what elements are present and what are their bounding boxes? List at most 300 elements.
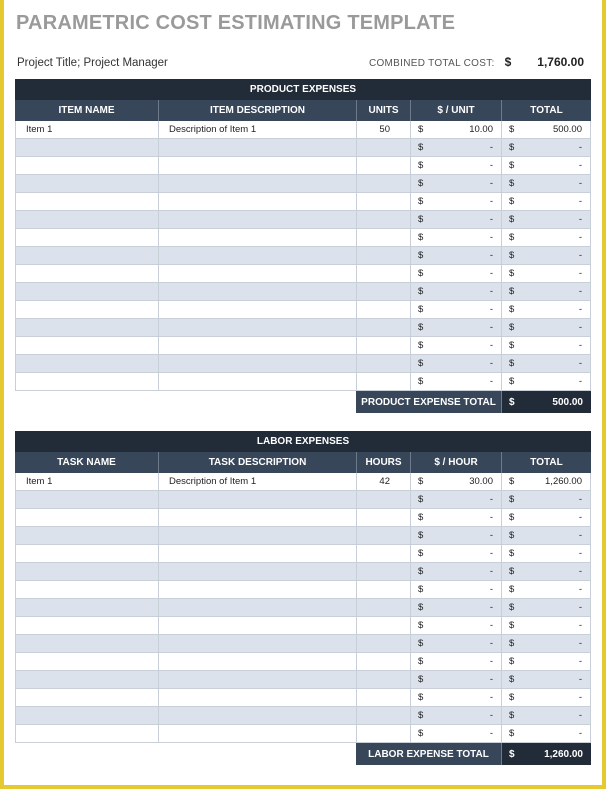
amount-value: -: [578, 566, 582, 577]
amount-value: -: [489, 728, 493, 739]
product-total-value-cell: [501, 391, 591, 413]
currency-symbol: $: [509, 250, 515, 261]
amount-value: -: [578, 620, 582, 631]
description-cell[interactable]: [158, 563, 356, 580]
currency-symbol: $: [418, 196, 424, 207]
labor-total-bar: [15, 743, 591, 765]
name-cell[interactable]: [15, 725, 158, 742]
rate-cell[interactable]: [410, 689, 501, 706]
currency-symbol: $: [418, 358, 424, 369]
currency-symbol: $: [418, 250, 424, 261]
name-cell[interactable]: [15, 563, 158, 580]
total-cell[interactable]: [501, 617, 591, 634]
table-row: [15, 671, 591, 689]
quantity-cell[interactable]: [356, 581, 410, 598]
table-row: [15, 373, 591, 391]
table-row: [15, 247, 591, 265]
amount-value: -: [489, 376, 493, 387]
total-cell[interactable]: [501, 491, 591, 508]
rate-cell[interactable]: [410, 527, 501, 544]
quantity-cell[interactable]: [356, 355, 410, 372]
quantity-cell[interactable]: [356, 175, 410, 192]
quantity-cell[interactable]: [356, 653, 410, 670]
total-cell[interactable]: [501, 157, 591, 174]
name-cell[interactable]: [15, 211, 158, 228]
rate-cell[interactable]: [410, 599, 501, 616]
rate-cell[interactable]: [410, 193, 501, 210]
description-cell[interactable]: [158, 247, 356, 264]
description-cell[interactable]: [158, 491, 356, 508]
amount-value: -: [578, 304, 582, 315]
description-cell[interactable]: [158, 265, 356, 282]
amount-value: -: [578, 376, 582, 387]
amount-value: -: [489, 710, 493, 721]
amount-value: -: [578, 160, 582, 171]
amount-value: -: [489, 638, 493, 649]
name-cell[interactable]: [15, 193, 158, 210]
currency-symbol: $: [418, 124, 424, 135]
rate-cell[interactable]: [410, 355, 501, 372]
name-cell[interactable]: Item 1: [15, 473, 158, 490]
project-title-field[interactable]: Project Title; Project Manager: [17, 57, 168, 69]
rate-cell[interactable]: [410, 707, 501, 724]
rate-cell[interactable]: [410, 545, 501, 562]
description-cell[interactable]: [158, 617, 356, 634]
currency-symbol: $: [418, 268, 424, 279]
currency-symbol: $: [509, 232, 515, 243]
total-cell[interactable]: [501, 707, 591, 724]
name-cell[interactable]: [15, 545, 158, 562]
amount-value: -: [578, 358, 582, 369]
amount-value: -: [489, 250, 493, 261]
description-cell[interactable]: [158, 635, 356, 652]
rate-cell[interactable]: [410, 211, 501, 228]
amount-value: -: [578, 530, 582, 541]
rate-cell[interactable]: [410, 301, 501, 318]
quantity-cell[interactable]: [356, 509, 410, 526]
total-cell[interactable]: [501, 229, 591, 246]
labor-total-value-cell: [501, 743, 591, 765]
combined-total-currency: $: [504, 55, 512, 69]
amount-value: 10.00: [469, 124, 493, 135]
quantity-cell[interactable]: [356, 617, 410, 634]
quantity-cell[interactable]: [356, 689, 410, 706]
currency-symbol: $: [509, 638, 515, 649]
combined-total-value: 1,760.00: [537, 55, 584, 69]
currency-symbol: $: [509, 286, 515, 297]
currency-symbol: $: [418, 656, 424, 667]
product-total-currency: $: [509, 396, 515, 408]
description-cell[interactable]: [158, 689, 356, 706]
description-cell[interactable]: [158, 527, 356, 544]
amount-value: -: [578, 692, 582, 703]
currency-symbol: $: [418, 286, 424, 297]
currency-symbol: $: [418, 566, 424, 577]
rate-cell[interactable]: [410, 617, 501, 634]
total-cell[interactable]: [501, 121, 591, 138]
currency-symbol: $: [509, 196, 515, 207]
amount-value: -: [578, 602, 582, 613]
col-header-price-per-unit: $ / UNIT: [410, 100, 501, 121]
total-cell[interactable]: [501, 671, 591, 688]
total-cell[interactable]: [501, 545, 591, 562]
total-cell[interactable]: [501, 563, 591, 580]
name-cell[interactable]: [15, 229, 158, 246]
rate-cell[interactable]: [410, 139, 501, 156]
table-row: [15, 545, 591, 563]
rate-cell[interactable]: [410, 671, 501, 688]
name-cell[interactable]: [15, 671, 158, 688]
amount-value: -: [489, 340, 493, 351]
description-cell[interactable]: [158, 211, 356, 228]
rate-cell[interactable]: [410, 319, 501, 336]
combined-total: [369, 55, 584, 69]
quantity-cell[interactable]: [356, 671, 410, 688]
amount-value: 1,260.00: [545, 476, 582, 487]
quantity-cell[interactable]: [356, 725, 410, 742]
currency-symbol: $: [509, 304, 515, 315]
name-cell[interactable]: [15, 319, 158, 336]
amount-value: -: [578, 268, 582, 279]
product-total-value: 500.00: [552, 396, 583, 408]
name-cell[interactable]: [15, 373, 158, 390]
amount-value: -: [489, 196, 493, 207]
total-cell[interactable]: [501, 337, 591, 354]
product-header-row: [15, 100, 591, 121]
amount-value: -: [489, 232, 493, 243]
description-cell[interactable]: [158, 301, 356, 318]
currency-symbol: $: [418, 692, 424, 703]
quantity-cell[interactable]: [356, 707, 410, 724]
description-cell[interactable]: [158, 545, 356, 562]
name-cell[interactable]: [15, 635, 158, 652]
description-cell[interactable]: [158, 283, 356, 300]
amount-value: 500.00: [552, 124, 582, 135]
page-title: PARAMETRIC COST ESTIMATING TEMPLATE: [16, 12, 456, 34]
currency-symbol: $: [509, 494, 515, 505]
total-cell[interactable]: [501, 355, 591, 372]
rate-cell[interactable]: [410, 265, 501, 282]
product-total-bar: [15, 391, 591, 413]
rate-cell[interactable]: [410, 509, 501, 526]
description-cell[interactable]: [158, 581, 356, 598]
name-cell[interactable]: [15, 337, 158, 354]
currency-symbol: $: [509, 160, 515, 171]
col-header-units: UNITS: [356, 100, 410, 121]
table-row: [15, 509, 591, 527]
description-cell[interactable]: [158, 373, 356, 390]
total-cell[interactable]: [501, 581, 591, 598]
description-cell[interactable]: [158, 157, 356, 174]
name-cell[interactable]: [15, 491, 158, 508]
currency-symbol: $: [509, 548, 515, 559]
amount-value: -: [578, 638, 582, 649]
table-row: [15, 175, 591, 193]
amount-value: -: [578, 178, 582, 189]
description-cell[interactable]: [158, 319, 356, 336]
name-cell[interactable]: [15, 581, 158, 598]
amount-value: -: [489, 178, 493, 189]
amount-value: -: [578, 340, 582, 351]
amount-value: -: [489, 358, 493, 369]
currency-symbol: $: [418, 142, 424, 153]
total-cell[interactable]: [501, 653, 591, 670]
amount-value: -: [489, 494, 493, 505]
total-cell[interactable]: [501, 139, 591, 156]
name-cell[interactable]: [15, 599, 158, 616]
amount-value: -: [489, 286, 493, 297]
description-cell[interactable]: [158, 509, 356, 526]
description-cell[interactable]: [158, 599, 356, 616]
rate-cell[interactable]: [410, 653, 501, 670]
total-cell[interactable]: [501, 725, 591, 742]
amount-value: -: [578, 656, 582, 667]
amount-value: -: [489, 512, 493, 523]
amount-value: -: [489, 214, 493, 225]
combined-total-label: COMBINED TOTAL COST:: [368, 58, 495, 69]
amount-value: -: [489, 674, 493, 685]
currency-symbol: $: [509, 584, 515, 595]
quantity-cell[interactable]: [356, 157, 410, 174]
total-cell[interactable]: [501, 319, 591, 336]
description-cell[interactable]: [158, 229, 356, 246]
rate-cell[interactable]: [410, 473, 501, 490]
amount-value: -: [489, 322, 493, 333]
currency-symbol: $: [418, 160, 424, 171]
currency-symbol: $: [418, 602, 424, 613]
labor-total-label: LABOR EXPENSE TOTAL: [356, 743, 501, 765]
quantity-cell[interactable]: [356, 319, 410, 336]
quantity-cell[interactable]: [356, 265, 410, 282]
amount-value: -: [489, 602, 493, 613]
quantity-cell[interactable]: [356, 599, 410, 616]
amount-value: -: [578, 232, 582, 243]
currency-symbol: $: [509, 674, 515, 685]
currency-symbol: $: [418, 178, 424, 189]
quantity-cell[interactable]: 42: [356, 473, 410, 490]
rate-cell[interactable]: [410, 283, 501, 300]
currency-symbol: $: [509, 178, 515, 189]
description-cell[interactable]: [158, 725, 356, 742]
currency-symbol: $: [418, 476, 424, 487]
description-cell[interactable]: [158, 175, 356, 192]
col-header-total: TOTAL: [501, 452, 591, 473]
total-cell[interactable]: [501, 689, 591, 706]
currency-symbol: $: [509, 530, 515, 541]
col-header-total: TOTAL: [501, 100, 591, 121]
amount-value: -: [489, 304, 493, 315]
table-row: [15, 617, 591, 635]
name-cell[interactable]: [15, 247, 158, 264]
currency-symbol: $: [509, 602, 515, 613]
currency-symbol: $: [418, 304, 424, 315]
table-row: [15, 725, 591, 743]
amount-value: -: [578, 494, 582, 505]
total-cell[interactable]: [501, 635, 591, 652]
rate-cell[interactable]: [410, 563, 501, 580]
total-cell[interactable]: [501, 301, 591, 318]
col-header-task-description: TASK DESCRIPTION: [158, 452, 356, 473]
total-cell[interactable]: [501, 527, 591, 544]
amount-value: 30.00: [469, 476, 493, 487]
description-cell[interactable]: [158, 653, 356, 670]
description-cell[interactable]: [158, 139, 356, 156]
product-expenses-section: [15, 79, 591, 413]
name-cell[interactable]: [15, 283, 158, 300]
quantity-cell[interactable]: [356, 247, 410, 264]
description-cell[interactable]: Description of Item 1: [158, 473, 356, 490]
product-expenses-banner: PRODUCT EXPENSES: [15, 79, 591, 100]
amount-value: -: [489, 530, 493, 541]
rate-cell[interactable]: [410, 337, 501, 354]
rate-cell[interactable]: [410, 491, 501, 508]
currency-symbol: $: [509, 322, 515, 333]
total-cell[interactable]: [501, 211, 591, 228]
amount-value: -: [489, 584, 493, 595]
currency-symbol: $: [418, 710, 424, 721]
currency-symbol: $: [509, 358, 515, 369]
total-cell[interactable]: [501, 283, 591, 300]
total-cell[interactable]: [501, 599, 591, 616]
amount-value: -: [578, 250, 582, 261]
table-row: [15, 599, 591, 617]
quantity-cell[interactable]: [356, 545, 410, 562]
quantity-cell[interactable]: [356, 193, 410, 210]
currency-symbol: $: [418, 638, 424, 649]
name-cell[interactable]: [15, 707, 158, 724]
currency-symbol: $: [418, 548, 424, 559]
amount-value: -: [489, 620, 493, 631]
quantity-cell[interactable]: [356, 527, 410, 544]
currency-symbol: $: [509, 728, 515, 739]
col-header-item-name: ITEM NAME: [58, 105, 115, 116]
description-cell[interactable]: [158, 193, 356, 210]
name-cell[interactable]: Item 1: [15, 121, 158, 138]
quantity-cell[interactable]: [356, 211, 410, 228]
table-row: [15, 527, 591, 545]
amount-value: -: [578, 214, 582, 225]
labor-header-row: [15, 452, 591, 473]
amount-value: -: [578, 548, 582, 559]
table-row: [15, 319, 591, 337]
currency-symbol: $: [418, 214, 424, 225]
rate-cell[interactable]: [410, 247, 501, 264]
currency-symbol: $: [418, 322, 424, 333]
table-row: [15, 563, 591, 581]
amount-value: -: [489, 692, 493, 703]
currency-symbol: $: [418, 530, 424, 541]
table-row: [15, 653, 591, 671]
quantity-cell[interactable]: [356, 373, 410, 390]
currency-symbol: $: [418, 232, 424, 243]
total-cell[interactable]: [501, 473, 591, 490]
name-cell[interactable]: [15, 139, 158, 156]
table-row: [15, 337, 591, 355]
currency-symbol: $: [418, 620, 424, 631]
total-cell[interactable]: [501, 175, 591, 192]
total-cell[interactable]: [501, 193, 591, 210]
description-cell[interactable]: [158, 355, 356, 372]
rate-cell[interactable]: [410, 725, 501, 742]
total-cell[interactable]: [501, 509, 591, 526]
total-cell[interactable]: [501, 247, 591, 264]
name-cell[interactable]: [15, 355, 158, 372]
table-row: [15, 491, 591, 509]
table-row: [15, 689, 591, 707]
name-cell[interactable]: [15, 509, 158, 526]
col-header-rate-per-hour: $ / HOUR: [410, 452, 501, 473]
quantity-cell[interactable]: [356, 563, 410, 580]
currency-symbol: $: [418, 376, 424, 387]
currency-symbol: $: [509, 142, 515, 153]
labor-expenses-banner: LABOR EXPENSES: [15, 431, 591, 452]
amount-value: -: [578, 322, 582, 333]
quantity-cell[interactable]: [356, 491, 410, 508]
name-cell[interactable]: [15, 527, 158, 544]
rate-cell[interactable]: [410, 373, 501, 390]
quantity-cell[interactable]: [356, 635, 410, 652]
rate-cell[interactable]: [410, 121, 501, 138]
currency-symbol: $: [418, 494, 424, 505]
rate-cell[interactable]: [410, 581, 501, 598]
name-cell[interactable]: [15, 175, 158, 192]
description-cell[interactable]: [158, 671, 356, 688]
currency-symbol: $: [418, 340, 424, 351]
name-cell[interactable]: [15, 157, 158, 174]
name-cell[interactable]: [15, 689, 158, 706]
amount-value: -: [578, 728, 582, 739]
currency-symbol: $: [509, 376, 515, 387]
rate-cell[interactable]: [410, 635, 501, 652]
table-row: [15, 121, 591, 139]
currency-symbol: $: [509, 124, 515, 135]
currency-symbol: $: [418, 674, 424, 685]
rate-cell[interactable]: [410, 229, 501, 246]
amount-value: -: [578, 674, 582, 685]
description-cell[interactable]: [158, 337, 356, 354]
name-cell[interactable]: [15, 301, 158, 318]
total-cell[interactable]: [501, 373, 591, 390]
name-cell[interactable]: [15, 617, 158, 634]
table-row: [15, 157, 591, 175]
currency-symbol: $: [509, 566, 515, 577]
rate-cell[interactable]: [410, 175, 501, 192]
quantity-cell[interactable]: [356, 283, 410, 300]
rate-cell[interactable]: [410, 157, 501, 174]
description-cell[interactable]: Description of Item 1: [158, 121, 356, 138]
quantity-cell[interactable]: [356, 229, 410, 246]
name-cell[interactable]: [15, 265, 158, 282]
currency-symbol: $: [509, 620, 515, 631]
table-row: [15, 283, 591, 301]
currency-symbol: $: [418, 512, 424, 523]
table-row: [15, 193, 591, 211]
quantity-cell[interactable]: [356, 139, 410, 156]
product-total-label: PRODUCT EXPENSE TOTAL: [356, 391, 501, 413]
quantity-cell[interactable]: [356, 337, 410, 354]
quantity-cell[interactable]: [356, 301, 410, 318]
currency-symbol: $: [509, 476, 515, 487]
quantity-cell[interactable]: 50: [356, 121, 410, 138]
amount-value: -: [489, 566, 493, 577]
name-cell[interactable]: [15, 653, 158, 670]
description-cell[interactable]: [158, 707, 356, 724]
amount-value: -: [578, 196, 582, 207]
table-row: [15, 707, 591, 725]
table-row: [15, 301, 591, 319]
table-row: [15, 473, 591, 491]
total-cell[interactable]: [501, 265, 591, 282]
